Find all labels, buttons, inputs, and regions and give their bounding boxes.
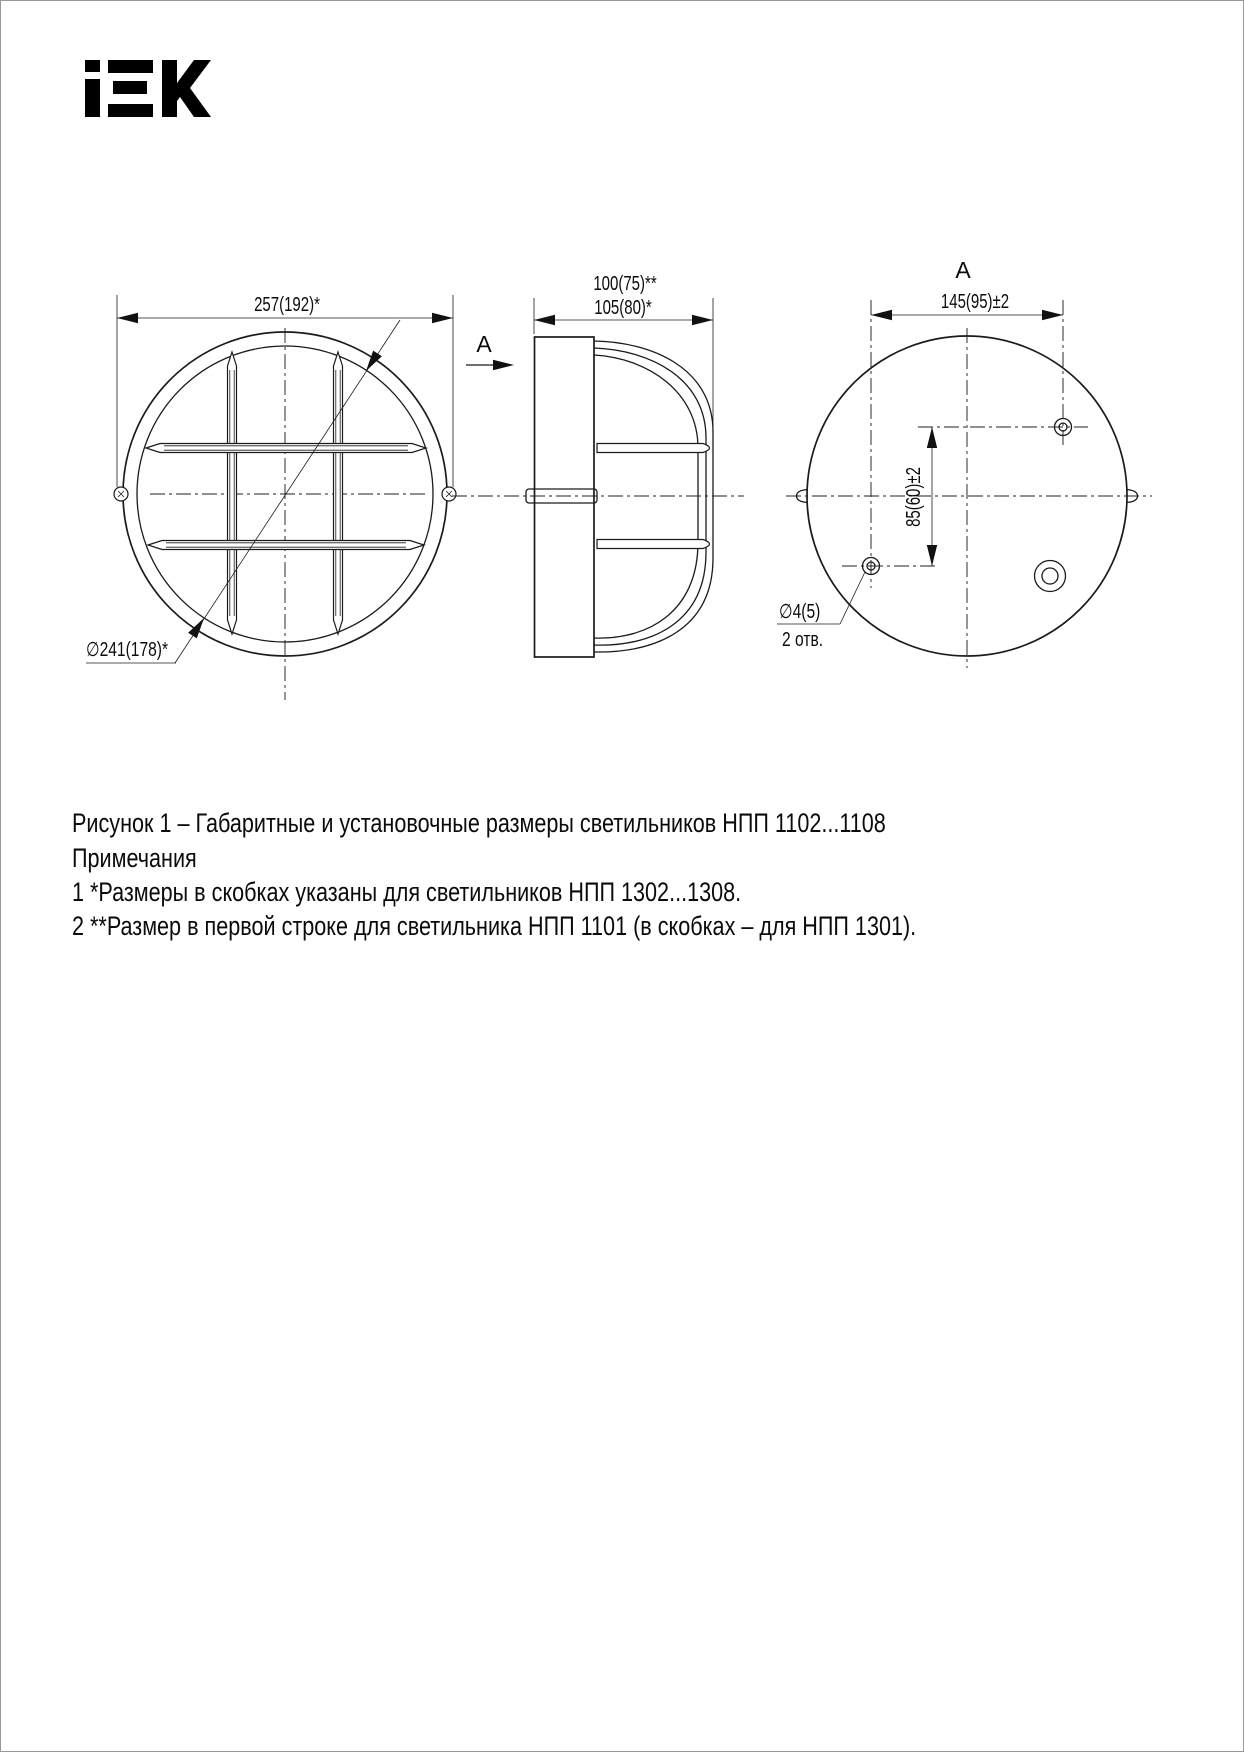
side-clip [114,487,128,501]
base-profile [535,337,595,657]
guard-bar-profile [597,540,710,549]
front-width-dimension: 257(192)* [254,292,320,316]
note-1: 1 *Размеры в скобках указаны для светильников НПП 1302...1308. [72,877,742,907]
rear-hole-spacing-horizontal: 145(95)±2 [940,289,1010,313]
rear-view-drawing [777,257,1152,668]
section-arrow-label: A [476,331,492,357]
rear-view-label: A [955,257,971,283]
note-2: 2 **Размер в первой строке для светильника НПП 1101 (в скобках – для НПП 1301). [72,911,917,941]
iek-logo-icon [85,60,211,117]
guard-bar-profile [597,444,710,453]
rear-hole-diameter: ∅4(5) [779,600,821,623]
guard-grid [146,352,426,634]
side-view-drawing [452,272,744,657]
figure-caption: Рисунок 1 – Габаритные и установочные размеры светильников НПП 1102...1108 [72,808,886,838]
dome-profile [594,341,713,652]
side-clip [442,487,456,501]
notes-title: Примечания [72,843,197,873]
rear-hole-count: 2 отв. [782,628,824,651]
front-diameter-dimension: ∅241(178)* [86,638,169,661]
rear-hole-spacing-vertical: 85(60)±2 [901,467,925,527]
side-depth-dimension-bottom: 105(80)* [594,295,652,319]
front-view-drawing [86,293,456,700]
diameter-leader [86,320,400,663]
cable-entry-hole [1035,561,1066,592]
side-depth-dimension-top: 100(75)** [593,271,657,295]
